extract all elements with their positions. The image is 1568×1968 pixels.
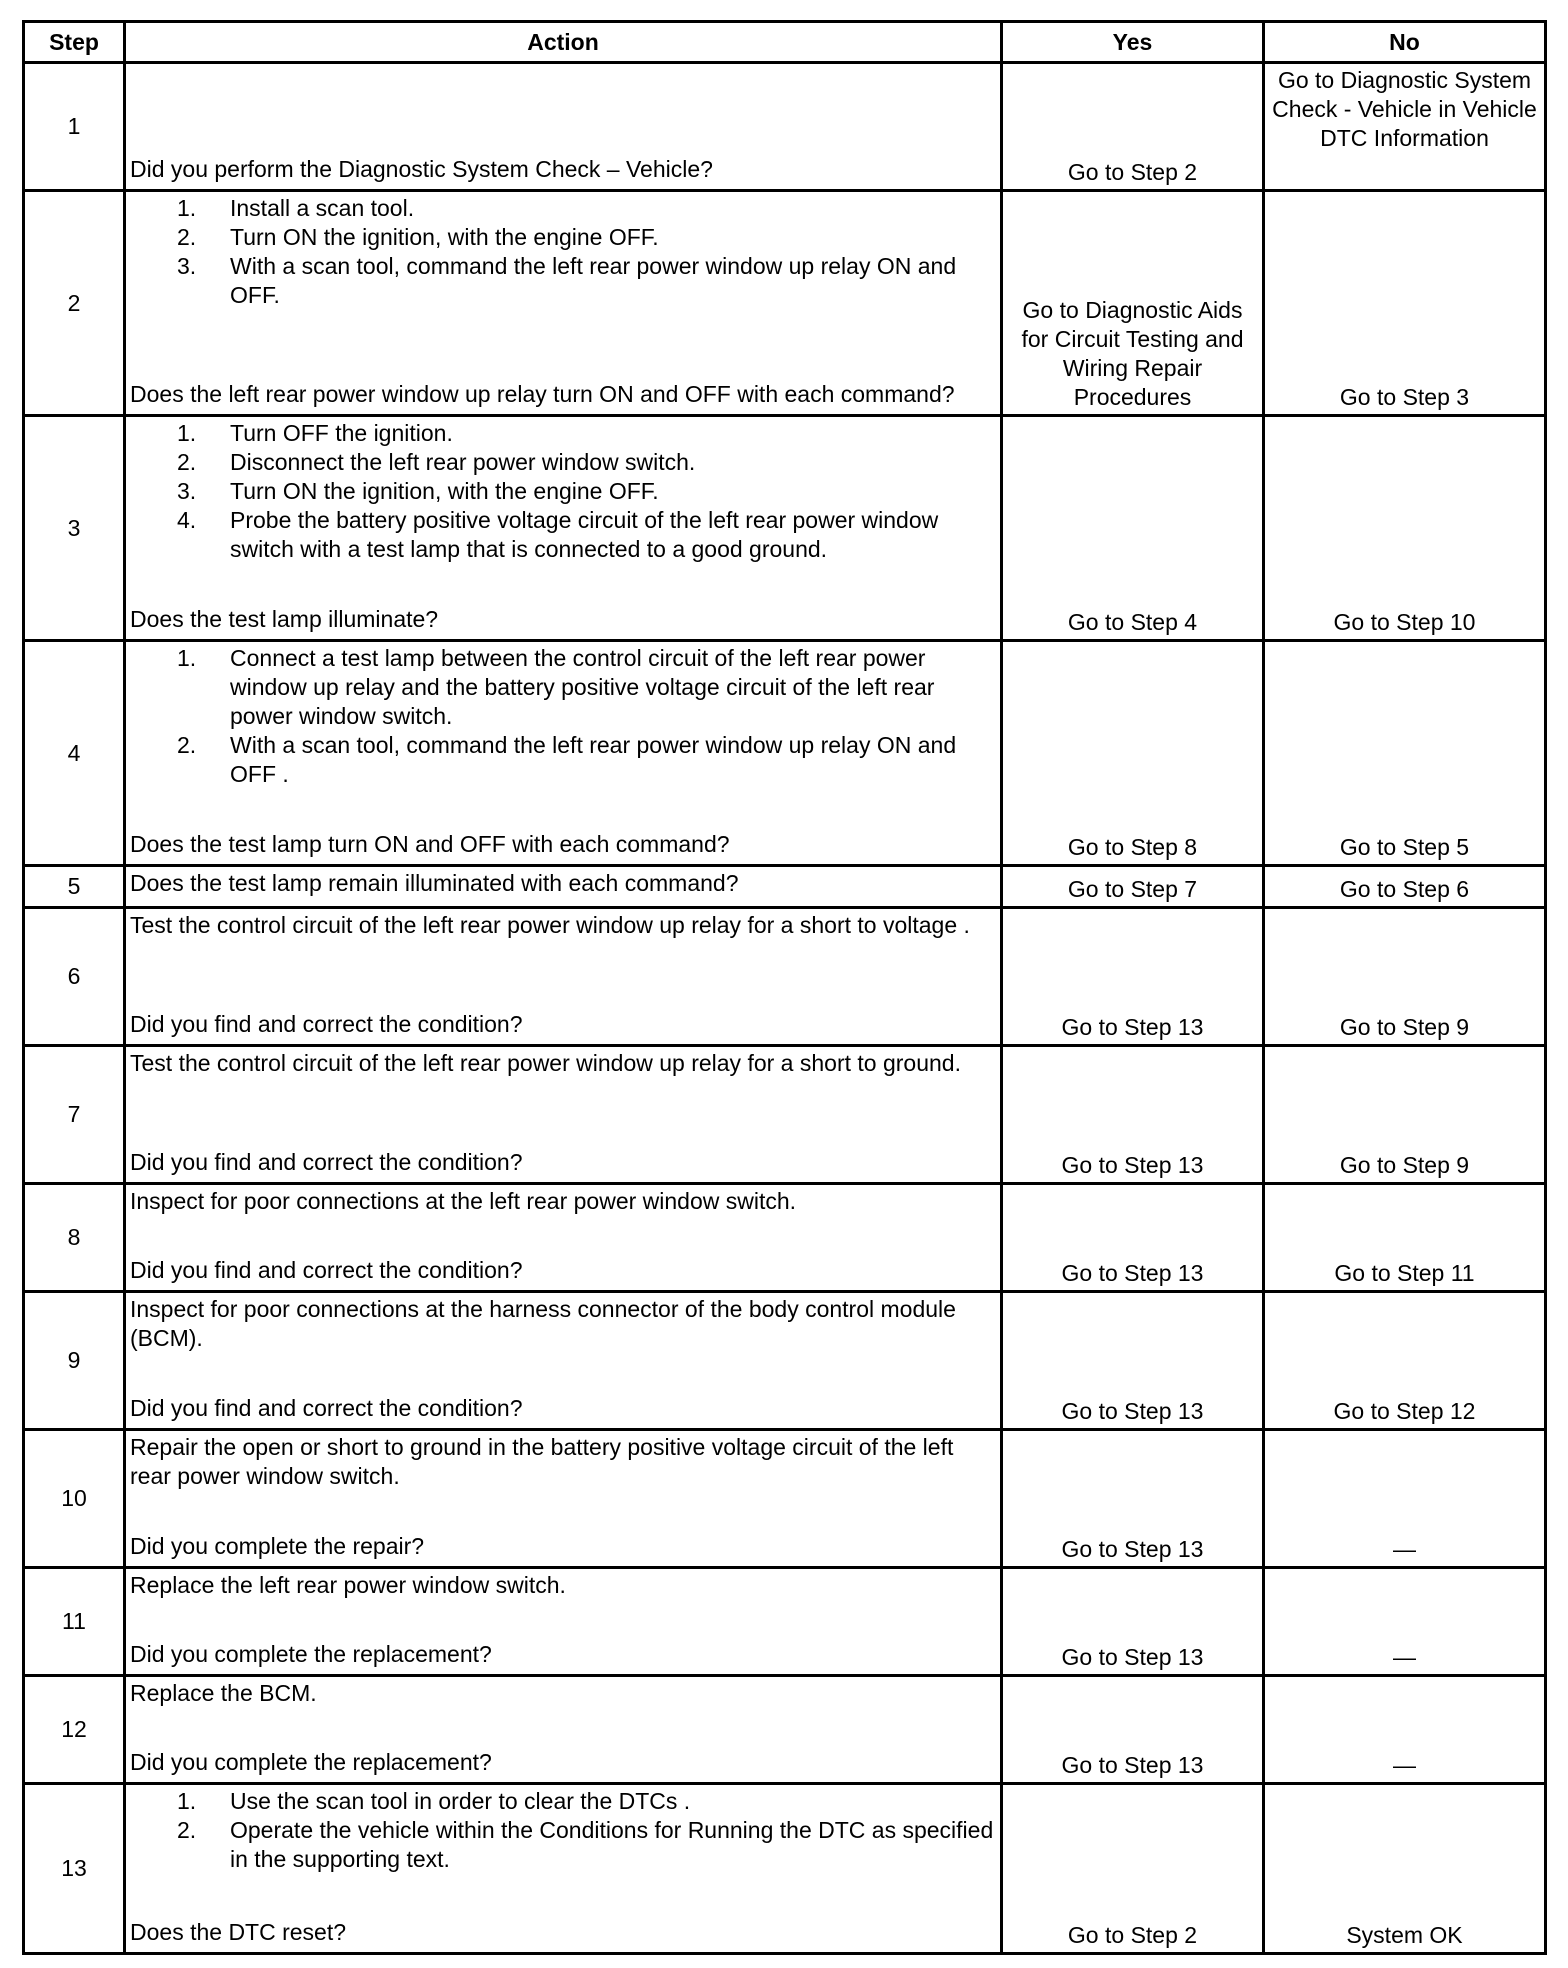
step-number: 12 [24, 1676, 125, 1784]
table-row [24, 63, 1546, 191]
yes-result: Go to Step 13 [1002, 1046, 1264, 1184]
procedure-item: With a scan tool, command the left rear power window up relay ON and OFF . [230, 732, 957, 787]
table-row [24, 866, 1546, 908]
yes-result: Go to Step 2 [1002, 1784, 1264, 1954]
procedure-item: Operate the vehicle within the Conditions for Running the DTC as specified in the supporting text. [230, 1817, 994, 1872]
no-result: Go to Diagnostic System Check - Vehicle in Vehicle DTC Information [1264, 63, 1546, 191]
action-question: Did you find and correct the condition? [130, 1011, 523, 1037]
yes-result: Go to Step 13 [1002, 1292, 1264, 1430]
yes-result: Go to Step 13 [1002, 908, 1264, 1046]
action-intro: Replace the left rear power window switch. [130, 1572, 566, 1598]
no-result: Go to Step 11 [1264, 1184, 1546, 1292]
action-instructions [130, 1433, 996, 1491]
no-result: Go to Step 6 [1264, 866, 1546, 908]
action-cell [125, 1784, 1002, 1954]
action-instructions [130, 194, 996, 310]
action-question: Does the test lamp illuminate? [130, 606, 439, 632]
procedure-item: Probe the battery positive voltage circuit of the left rear power window switch with a test lamp that is connected to a good ground. [230, 507, 939, 562]
step-number: 2 [24, 191, 125, 416]
action-instructions [130, 1679, 996, 1708]
action-question: Did you complete the replacement? [130, 1641, 492, 1667]
no-result: Go to Step 12 [1264, 1292, 1546, 1430]
action-cell [125, 1568, 1002, 1676]
no-result: Go to Step 3 [1264, 191, 1546, 416]
action-cell [125, 1184, 1002, 1292]
action-intro: Inspect for poor connections at the left rear power window switch. [130, 1188, 797, 1214]
step-number: 8 [24, 1184, 125, 1292]
action-question: Does the test lamp remain illuminated with each command? [130, 870, 739, 896]
step-number: 9 [24, 1292, 125, 1430]
procedure-item: Turn ON the ignition, with the engine OFF. [230, 224, 659, 250]
table-row [24, 1046, 1546, 1184]
procedure-item: Turn ON the ignition, with the engine OFF. [230, 478, 659, 504]
header-row [24, 22, 1546, 63]
action-intro: Test the control circuit of the left rear power window up relay for a short to ground. [130, 1050, 961, 1076]
table-body [24, 63, 1546, 1954]
table-row [24, 1292, 1546, 1430]
step-number: 5 [24, 866, 125, 908]
no-result: — [1264, 1568, 1546, 1676]
action-question: Did you complete the replacement? [130, 1749, 492, 1775]
header-action: Action [125, 22, 1002, 63]
action-question: Did you perform the Diagnostic System Check – Vehicle? [130, 156, 713, 182]
no-result: System OK [1264, 1784, 1546, 1954]
step-number: 11 [24, 1568, 125, 1676]
action-instructions [130, 1187, 996, 1216]
action-cell [125, 1676, 1002, 1784]
action-cell [125, 1046, 1002, 1184]
diagnostic-table [22, 20, 1547, 1955]
action-instructions [130, 644, 996, 789]
yes-result: Go to Step 13 [1002, 1568, 1264, 1676]
procedure-item: Turn OFF the ignition. [230, 420, 453, 446]
yes-result: Go to Step 2 [1002, 63, 1264, 191]
procedure-item: Disconnect the left rear power window switch. [230, 449, 696, 475]
action-intro: Replace the BCM. [130, 1680, 317, 1706]
table-row [24, 191, 1546, 416]
action-instructions [130, 911, 996, 940]
action-cell [125, 641, 1002, 866]
action-question: Did you find and correct the condition? [130, 1257, 523, 1283]
action-cell [125, 908, 1002, 1046]
no-result: Go to Step 9 [1264, 1046, 1546, 1184]
header-yes: Yes [1002, 22, 1264, 63]
action-instructions [130, 1571, 996, 1600]
action-cell [125, 1292, 1002, 1430]
step-number: 6 [24, 908, 125, 1046]
diagnostic-table-sheet [22, 20, 1544, 1955]
header-no: No [1264, 22, 1546, 63]
header-step: Step [24, 22, 125, 63]
action-intro: Inspect for poor connections at the harness connector of the body control module (BCM). [130, 1296, 956, 1351]
procedure-item: Install a scan tool. [230, 195, 415, 221]
action-question: Did you find and correct the condition? [130, 1395, 523, 1421]
table-row [24, 908, 1546, 1046]
action-cell [125, 191, 1002, 416]
procedure-list [130, 644, 996, 789]
action-instructions [130, 1295, 996, 1353]
step-number: 7 [24, 1046, 125, 1184]
yes-result: Go to Step 7 [1002, 866, 1264, 908]
procedure-list [130, 419, 996, 564]
action-instructions [130, 419, 996, 564]
action-question: Did you find and correct the condition? [130, 1149, 523, 1175]
step-number: 3 [24, 416, 125, 641]
procedure-list [130, 194, 996, 310]
no-result: Go to Step 9 [1264, 908, 1546, 1046]
step-number: 1 [24, 63, 125, 191]
table-row [24, 1430, 1546, 1568]
step-number: 4 [24, 641, 125, 866]
action-question: Does the DTC reset? [130, 1919, 347, 1945]
action-instructions [130, 1049, 996, 1078]
procedure-list [130, 1787, 996, 1874]
action-question: Does the left rear power window up relay turn ON and OFF with each command? [130, 381, 955, 407]
table-row [24, 1784, 1546, 1954]
action-intro: Test the control circuit of the left rear power window up relay for a short to voltage . [130, 912, 970, 938]
yes-result: Go to Diagnostic Aids for Circuit Testing and Wiring Repair Procedures [1002, 191, 1264, 416]
action-intro: Repair the open or short to ground in the battery positive voltage circuit of the left rear power window switch. [130, 1434, 954, 1489]
action-cell [125, 416, 1002, 641]
table-row [24, 416, 1546, 641]
action-question: Does the test lamp turn ON and OFF with each command? [130, 831, 730, 857]
table-row [24, 1676, 1546, 1784]
action-instructions [130, 1787, 996, 1874]
procedure-item: With a scan tool, command the left rear power window up relay ON and OFF. [230, 253, 957, 308]
yes-result: Go to Step 13 [1002, 1184, 1264, 1292]
step-number: 10 [24, 1430, 125, 1568]
procedure-item: Use the scan tool in order to clear the DTCs . [230, 1788, 691, 1814]
action-question: Did you complete the repair? [130, 1533, 425, 1559]
yes-result: Go to Step 4 [1002, 416, 1264, 641]
table-row [24, 1568, 1546, 1676]
action-cell [125, 866, 1002, 908]
action-cell [125, 1430, 1002, 1568]
yes-result: Go to Step 13 [1002, 1430, 1264, 1568]
procedure-item: Connect a test lamp between the control circuit of the left rear power window up relay and the battery positive voltage circuit of the left rear power window switch. [230, 645, 935, 729]
action-cell [125, 63, 1002, 191]
yes-result: Go to Step 13 [1002, 1676, 1264, 1784]
no-result: — [1264, 1430, 1546, 1568]
table-row [24, 641, 1546, 866]
no-result: Go to Step 10 [1264, 416, 1546, 641]
no-result: — [1264, 1676, 1546, 1784]
yes-result: Go to Step 8 [1002, 641, 1264, 866]
step-number: 13 [24, 1784, 125, 1954]
table-row [24, 1184, 1546, 1292]
no-result: Go to Step 5 [1264, 641, 1546, 866]
